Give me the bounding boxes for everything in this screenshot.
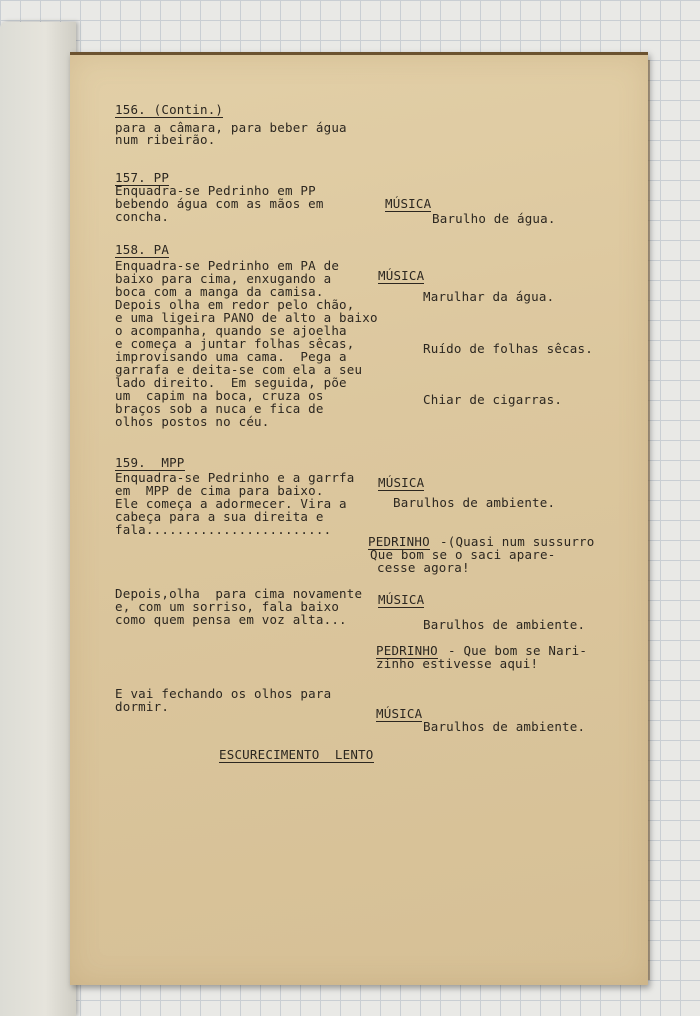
scene-158-line-1: Enquadra-se Pedrinho em PA de [115,258,340,273]
scene-157-cue-text: Barulho de água. [432,211,556,226]
scene-158-line-8: improvisando uma cama. Pega a [115,349,347,364]
scene-158-line-9: garrafa e deita-se com ela a seu [115,362,363,377]
scene-159-heading: 159. MPP [115,455,185,470]
scene-157-cue-label: MÚSICA [385,196,432,211]
scene-159-line-2: em MPP de cima para baixo. [115,483,324,498]
scene-157-line-1: Enquadra-se Pedrinho em PP [115,183,316,198]
scene-158-line-13: olhos postos no céu. [115,414,270,429]
scene-158-cue-1: Marulhar da água. [423,289,555,304]
scene-158-line-11: um capim na boca, cruza os [115,388,324,403]
scene-159-dialogue-line-2: Que bom se o saci apare- [370,547,556,562]
scene-159-para2-line-2: e, com um sorriso, fala baixo [115,599,340,614]
scene-158-line-2: baixo para cima, enxugando a [115,271,332,286]
scene-159-cue-label: MÚSICA [378,475,425,490]
scene-159-line-1: Enquadra-se Pedrinho e a garrfa [115,470,355,485]
scene-156-line-2: num ribeirão. [115,132,216,147]
scene-157-heading: 157. PP [115,170,170,185]
scene-158-line-6: o acompanha, quando se ajoelha [115,323,347,338]
scene-159-dialogue2-speaker: PEDRINHO [376,643,438,658]
scene-159-para3-line-1: E vai fechando os olhos para [115,686,332,701]
scene-156-line-1: para a câmara, para beber água [115,120,347,135]
scene-156-heading: 156. (Contin.) [115,102,224,117]
scene-158-cue-label: MÚSICA [378,268,425,283]
scene-158-cue-2: Ruído de folhas sêcas. [423,341,593,356]
scene-157-line-3: concha. [115,209,170,224]
scene-159-dialogue-line-3: cesse agora! [377,560,470,575]
scene-157-line-2: bebendo água com as mãos em [115,196,324,211]
scene-158-line-12: braços sob a nuca e fica de [115,401,324,416]
scene-159-cue2-text: Barulhos de ambiente. [423,617,586,632]
scene-159-cue3-text: Barulhos de ambiente. [423,719,586,734]
scene-158-line-4: Depois olha em redor pelo chão, [115,297,355,312]
scene-159-para2-line-3: como quem pensa em voz alta... [115,612,347,627]
scene-159-para3-line-2: dormir. [115,699,170,714]
left-page-edge [0,22,76,1016]
scene-158-line-10: lado direito. Em seguida, põe [115,375,347,390]
scene-158-line-5: e uma ligeira PANO de alto a baixo [115,310,378,325]
scene-158-line-3: boca com a manga da camisa. [115,284,324,299]
scene-159-cue3-label: MÚSICA [376,706,423,721]
scene-158-heading: 158. PA [115,242,170,257]
scene-159-line-3: Ele começa a adormecer. Vira a [115,496,347,511]
scene-closing: ESCURECIMENTO LENTO [219,747,374,762]
scene-159-dialogue-speaker: PEDRINHO [368,534,430,549]
scene-159-dialogue2-line-2: zinho estivesse aqui! [376,656,539,671]
scene-159-line-4: cabeça para a sua direita e [115,509,324,524]
scene-159-dialogue-line-1: -(Quasi num sussurro [440,534,595,549]
scene-159-para2-line-1: Depois,olha para cima novamente [115,586,363,601]
scene-158-cue-3: Chiar de cigarras. [423,392,563,407]
scene-159-dialogue2-line-1: - Que bom se Nari- [448,643,588,658]
scene-159-line-5: fala........................ [115,522,332,537]
scene-159-cue-text: Barulhos de ambiente. [393,495,556,510]
scene-158-line-7: e começa a juntar folhas sêcas, [115,336,355,351]
scene-159-cue2-label: MÚSICA [378,592,425,607]
